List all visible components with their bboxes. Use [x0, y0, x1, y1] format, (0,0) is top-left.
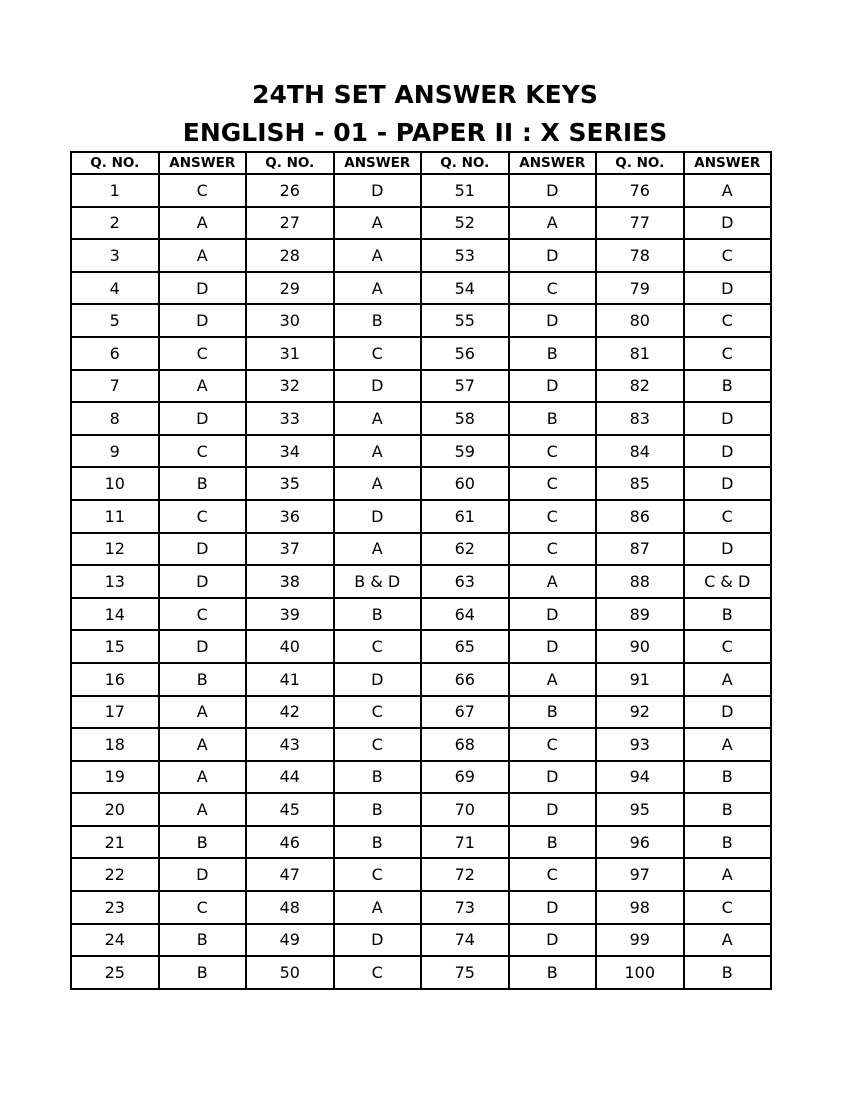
table-row — [71, 924, 771, 957]
question-number-cell: 59 — [421, 435, 509, 468]
table-header-row — [71, 152, 771, 174]
question-number-cell: 99 — [596, 924, 684, 957]
answer-cell: D — [684, 402, 772, 435]
answer-cell: D — [159, 533, 247, 566]
question-number-cell: 11 — [71, 500, 159, 533]
answer-cell: B — [684, 370, 772, 403]
question-number-cell: 10 — [71, 467, 159, 500]
table-row — [71, 663, 771, 696]
answer-cell: C — [509, 728, 597, 761]
question-number-cell: 19 — [71, 761, 159, 794]
answer-cell: D — [334, 500, 422, 533]
answer-cell: D — [509, 793, 597, 826]
answer-cell: D — [159, 630, 247, 663]
question-number-cell: 90 — [596, 630, 684, 663]
answer-cell: D — [509, 924, 597, 957]
answer-cell: B — [684, 826, 772, 859]
answer-cell: D — [509, 370, 597, 403]
question-number-cell: 8 — [71, 402, 159, 435]
question-number-cell: 79 — [596, 272, 684, 305]
question-number-cell: 32 — [246, 370, 334, 403]
answer-cell: C — [684, 304, 772, 337]
question-number-cell: 61 — [421, 500, 509, 533]
question-number-cell: 53 — [421, 239, 509, 272]
table-row — [71, 467, 771, 500]
table-row — [71, 370, 771, 403]
table-row — [71, 402, 771, 435]
question-number-cell: 51 — [421, 174, 509, 207]
answer-cell: A — [334, 467, 422, 500]
answer-cell: D — [509, 598, 597, 631]
answer-cell: C — [159, 435, 247, 468]
question-number-cell: 49 — [246, 924, 334, 957]
table-row — [71, 598, 771, 631]
question-number-cell: 17 — [71, 696, 159, 729]
column-header-answer: ANSWER — [509, 152, 597, 174]
answer-cell: B — [509, 402, 597, 435]
question-number-cell: 14 — [71, 598, 159, 631]
answer-cell: D — [159, 272, 247, 305]
question-number-cell: 16 — [71, 663, 159, 696]
answer-cell: C — [684, 239, 772, 272]
column-header-qno: Q. NO. — [246, 152, 334, 174]
answer-cell: B — [684, 761, 772, 794]
answer-cell: D — [684, 272, 772, 305]
question-number-cell: 33 — [246, 402, 334, 435]
answer-cell: C — [159, 500, 247, 533]
answer-cell: A — [334, 207, 422, 240]
question-number-cell: 2 — [71, 207, 159, 240]
question-number-cell: 75 — [421, 956, 509, 989]
answer-cell: B — [159, 826, 247, 859]
question-number-cell: 50 — [246, 956, 334, 989]
column-header-qno: Q. NO. — [71, 152, 159, 174]
question-number-cell: 30 — [246, 304, 334, 337]
table-row — [71, 793, 771, 826]
answer-cell: A — [334, 891, 422, 924]
question-number-cell: 65 — [421, 630, 509, 663]
answer-cell: B — [334, 304, 422, 337]
question-number-cell: 92 — [596, 696, 684, 729]
answer-cell: C — [509, 533, 597, 566]
question-number-cell: 100 — [596, 956, 684, 989]
question-number-cell: 91 — [596, 663, 684, 696]
answer-cell: C — [334, 858, 422, 891]
answer-cell: D — [334, 663, 422, 696]
table-row — [71, 500, 771, 533]
answer-cell: A — [334, 402, 422, 435]
question-number-cell: 68 — [421, 728, 509, 761]
question-number-cell: 64 — [421, 598, 509, 631]
answer-cell: D — [509, 304, 597, 337]
answer-cell: A — [684, 924, 772, 957]
answer-cell: D — [509, 239, 597, 272]
question-number-cell: 89 — [596, 598, 684, 631]
table-row — [71, 858, 771, 891]
question-number-cell: 80 — [596, 304, 684, 337]
table-row — [71, 761, 771, 794]
question-number-cell: 9 — [71, 435, 159, 468]
question-number-cell: 43 — [246, 728, 334, 761]
table-row — [71, 435, 771, 468]
answer-cell: C — [159, 891, 247, 924]
question-number-cell: 67 — [421, 696, 509, 729]
table-row — [71, 239, 771, 272]
question-number-cell: 70 — [421, 793, 509, 826]
answer-cell: B — [159, 956, 247, 989]
answer-cell: C — [334, 956, 422, 989]
question-number-cell: 39 — [246, 598, 334, 631]
answer-cell: B & D — [334, 565, 422, 598]
question-number-cell: 29 — [246, 272, 334, 305]
question-number-cell: 6 — [71, 337, 159, 370]
answer-cell: A — [159, 696, 247, 729]
question-number-cell: 24 — [71, 924, 159, 957]
column-header-qno: Q. NO. — [421, 152, 509, 174]
table-row — [71, 956, 771, 989]
answer-cell: C — [334, 696, 422, 729]
question-number-cell: 63 — [421, 565, 509, 598]
answer-cell: B — [509, 826, 597, 859]
question-number-cell: 82 — [596, 370, 684, 403]
answer-cell: D — [159, 565, 247, 598]
table-row — [71, 207, 771, 240]
answer-cell: A — [684, 663, 772, 696]
table-row — [71, 891, 771, 924]
answer-cell: B — [684, 956, 772, 989]
answer-cell: A — [159, 239, 247, 272]
answer-cell: A — [684, 174, 772, 207]
question-number-cell: 38 — [246, 565, 334, 598]
answer-cell: C — [159, 174, 247, 207]
question-number-cell: 41 — [246, 663, 334, 696]
question-number-cell: 76 — [596, 174, 684, 207]
answer-cell: B — [334, 598, 422, 631]
question-number-cell: 84 — [596, 435, 684, 468]
question-number-cell: 93 — [596, 728, 684, 761]
question-number-cell: 23 — [71, 891, 159, 924]
answer-cell: B — [509, 696, 597, 729]
answer-cell: B — [684, 793, 772, 826]
answer-cell: C — [334, 337, 422, 370]
question-number-cell: 58 — [421, 402, 509, 435]
answer-cell: C — [509, 435, 597, 468]
question-number-cell: 71 — [421, 826, 509, 859]
question-number-cell: 1 — [71, 174, 159, 207]
question-number-cell: 4 — [71, 272, 159, 305]
answer-key-table — [70, 151, 772, 990]
question-number-cell: 36 — [246, 500, 334, 533]
question-number-cell: 88 — [596, 565, 684, 598]
question-number-cell: 62 — [421, 533, 509, 566]
answer-cell: C — [159, 598, 247, 631]
answer-cell: A — [159, 207, 247, 240]
question-number-cell: 25 — [71, 956, 159, 989]
answer-cell: D — [509, 891, 597, 924]
answer-cell: A — [159, 728, 247, 761]
table-row — [71, 826, 771, 859]
question-number-cell: 98 — [596, 891, 684, 924]
answer-cell: B — [684, 598, 772, 631]
answer-cell: D — [159, 402, 247, 435]
answer-cell: A — [159, 370, 247, 403]
answer-cell: D — [509, 761, 597, 794]
column-header-answer: ANSWER — [159, 152, 247, 174]
answer-cell: C — [334, 630, 422, 663]
question-number-cell: 96 — [596, 826, 684, 859]
answer-cell: C — [509, 272, 597, 305]
answer-cell: D — [684, 207, 772, 240]
answer-cell: D — [684, 533, 772, 566]
question-number-cell: 45 — [246, 793, 334, 826]
question-number-cell: 47 — [246, 858, 334, 891]
answer-cell: B — [159, 663, 247, 696]
answer-cell: C — [334, 728, 422, 761]
answer-cell: D — [684, 696, 772, 729]
question-number-cell: 42 — [246, 696, 334, 729]
question-number-cell: 94 — [596, 761, 684, 794]
question-number-cell: 54 — [421, 272, 509, 305]
page-subtitle: ENGLISH - 01 - PAPER II : X SERIES — [182, 118, 668, 147]
column-header-answer: ANSWER — [684, 152, 772, 174]
answer-cell: B — [509, 337, 597, 370]
answer-cell: C — [684, 337, 772, 370]
question-number-cell: 31 — [246, 337, 334, 370]
question-number-cell: 74 — [421, 924, 509, 957]
question-number-cell: 7 — [71, 370, 159, 403]
question-number-cell: 28 — [246, 239, 334, 272]
answer-cell: A — [334, 239, 422, 272]
answer-cell: A — [509, 663, 597, 696]
answer-cell: D — [334, 370, 422, 403]
table-row — [71, 533, 771, 566]
question-number-cell: 12 — [71, 533, 159, 566]
table-row — [71, 337, 771, 370]
answer-cell: C — [684, 500, 772, 533]
answer-cell: D — [684, 435, 772, 468]
question-number-cell: 78 — [596, 239, 684, 272]
answer-cell: A — [334, 435, 422, 468]
question-number-cell: 57 — [421, 370, 509, 403]
table-row — [71, 630, 771, 663]
question-number-cell: 66 — [421, 663, 509, 696]
question-number-cell: 26 — [246, 174, 334, 207]
question-number-cell: 18 — [71, 728, 159, 761]
question-number-cell: 69 — [421, 761, 509, 794]
question-number-cell: 15 — [71, 630, 159, 663]
question-number-cell: 77 — [596, 207, 684, 240]
question-number-cell: 37 — [246, 533, 334, 566]
question-number-cell: 44 — [246, 761, 334, 794]
answer-cell: B — [334, 793, 422, 826]
answer-cell: D — [509, 174, 597, 207]
page-title: 24TH SET ANSWER KEYS — [252, 80, 598, 109]
table-row — [71, 304, 771, 337]
question-number-cell: 34 — [246, 435, 334, 468]
question-number-cell: 20 — [71, 793, 159, 826]
question-number-cell: 27 — [246, 207, 334, 240]
answer-cell: A — [684, 858, 772, 891]
answer-cell: C — [509, 467, 597, 500]
column-header-qno: Q. NO. — [596, 152, 684, 174]
question-number-cell: 85 — [596, 467, 684, 500]
question-number-cell: 35 — [246, 467, 334, 500]
question-number-cell: 83 — [596, 402, 684, 435]
table-row — [71, 565, 771, 598]
answer-cell: A — [684, 728, 772, 761]
answer-cell: B — [509, 956, 597, 989]
answer-cell: A — [334, 533, 422, 566]
answer-cell: C — [509, 858, 597, 891]
question-number-cell: 13 — [71, 565, 159, 598]
answer-cell: B — [334, 761, 422, 794]
question-number-cell: 5 — [71, 304, 159, 337]
table-row — [71, 696, 771, 729]
question-number-cell: 72 — [421, 858, 509, 891]
question-number-cell: 95 — [596, 793, 684, 826]
question-number-cell: 81 — [596, 337, 684, 370]
question-number-cell: 97 — [596, 858, 684, 891]
answer-cell: C — [684, 630, 772, 663]
question-number-cell: 48 — [246, 891, 334, 924]
question-number-cell: 60 — [421, 467, 509, 500]
answer-cell: B — [334, 826, 422, 859]
answer-cell: C — [684, 891, 772, 924]
answer-cell: B — [159, 924, 247, 957]
question-number-cell: 40 — [246, 630, 334, 663]
answer-cell: C — [159, 337, 247, 370]
table-row — [71, 728, 771, 761]
answer-cell: D — [684, 467, 772, 500]
answer-cell: A — [509, 207, 597, 240]
answer-cell: A — [334, 272, 422, 305]
column-header-answer: ANSWER — [334, 152, 422, 174]
answer-cell: A — [159, 793, 247, 826]
table-row — [71, 174, 771, 207]
question-number-cell: 52 — [421, 207, 509, 240]
answer-key-table-body — [71, 174, 771, 989]
question-number-cell: 73 — [421, 891, 509, 924]
answer-cell: D — [334, 924, 422, 957]
answer-cell: D — [509, 630, 597, 663]
answer-cell: D — [159, 304, 247, 337]
answer-cell: D — [159, 858, 247, 891]
answer-cell: C & D — [684, 565, 772, 598]
question-number-cell: 46 — [246, 826, 334, 859]
question-number-cell: 3 — [71, 239, 159, 272]
answer-cell: A — [509, 565, 597, 598]
answer-cell: D — [334, 174, 422, 207]
answer-cell: C — [509, 500, 597, 533]
question-number-cell: 86 — [596, 500, 684, 533]
question-number-cell: 22 — [71, 858, 159, 891]
question-number-cell: 55 — [421, 304, 509, 337]
question-number-cell: 87 — [596, 533, 684, 566]
answer-cell: B — [159, 467, 247, 500]
question-number-cell: 56 — [421, 337, 509, 370]
table-row — [71, 272, 771, 305]
answer-cell: A — [159, 761, 247, 794]
question-number-cell: 21 — [71, 826, 159, 859]
